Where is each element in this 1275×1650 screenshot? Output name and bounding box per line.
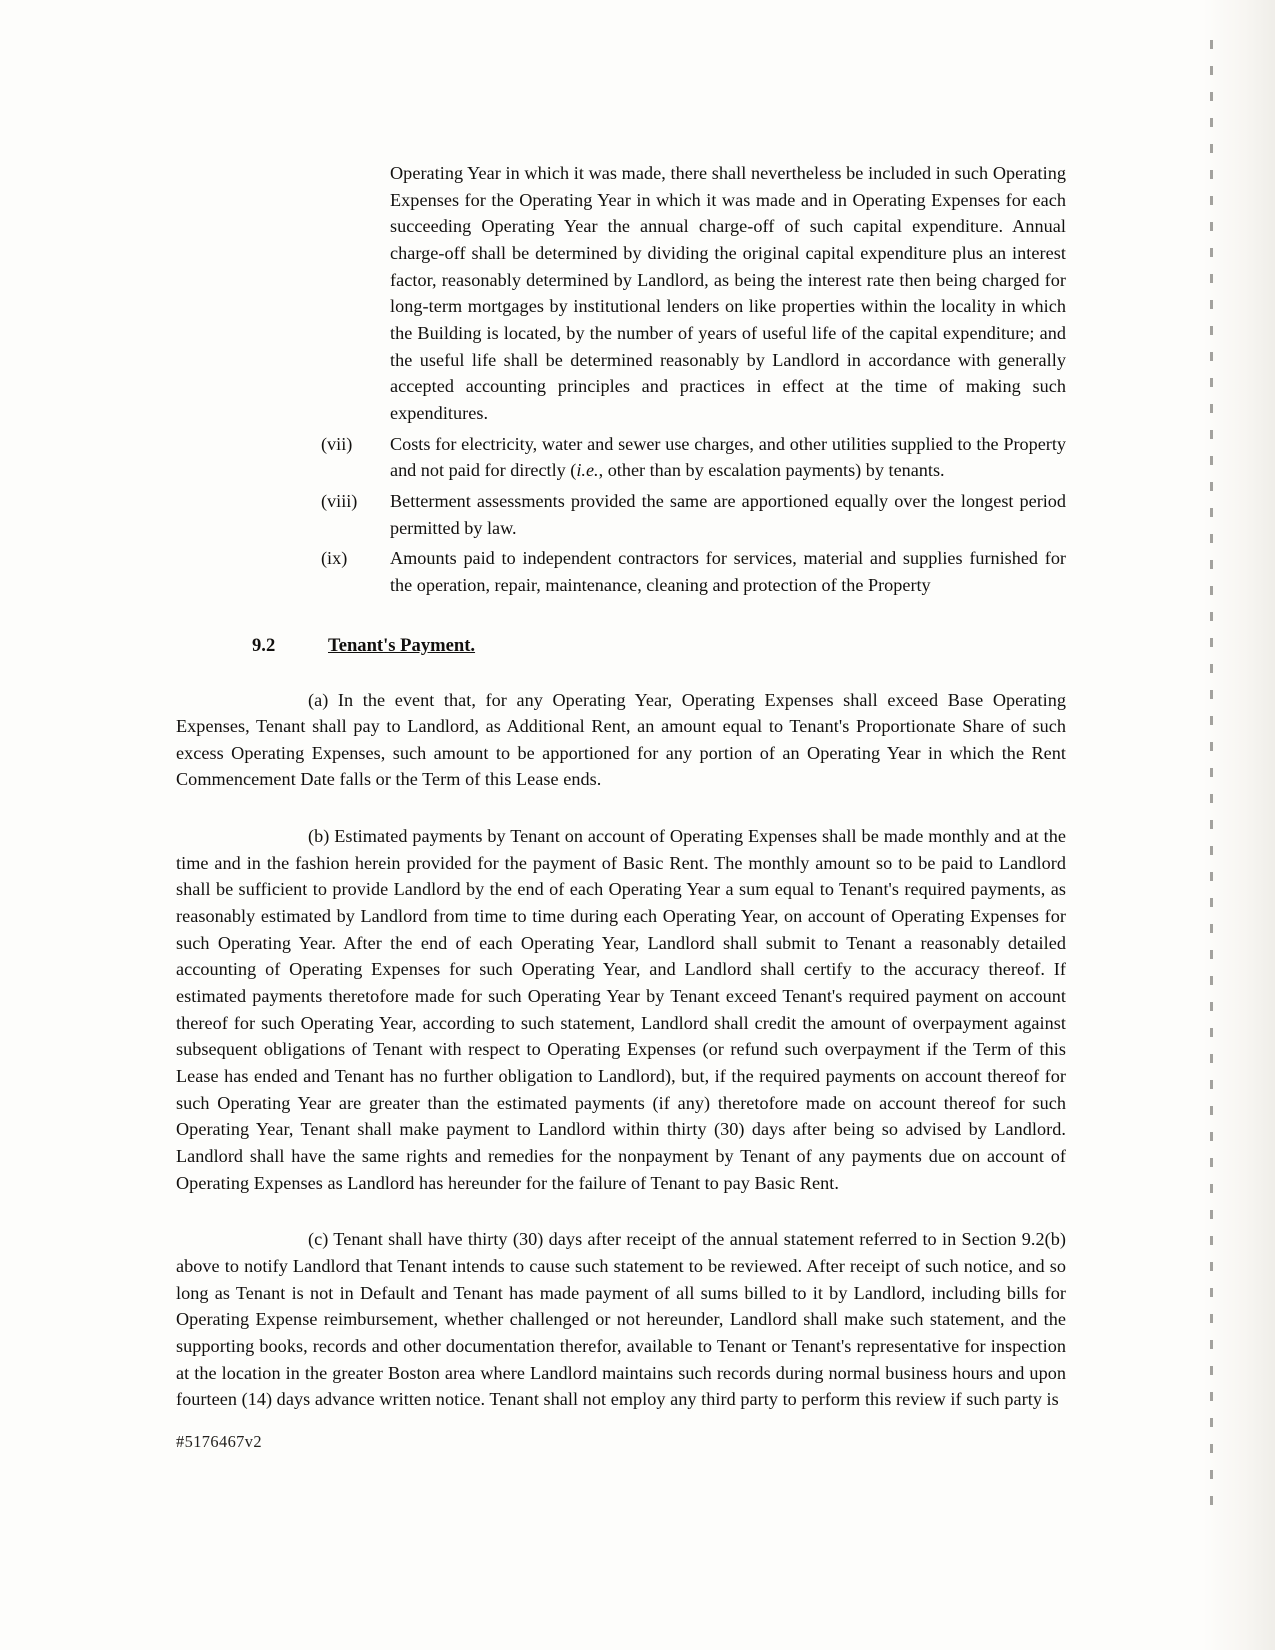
list-marker-viii: (viii) [321,490,358,511]
list-text-viii: Betterment assessments provided the same are apportioned equally over the longest period permitted by law. [390,490,1066,538]
list-text-ix: Amounts paid to independent contractors for services, material and supplies furnished for the operation, repair, maintenance, cleaning and protection of the Property [390,548,1066,595]
list-marker-vii: (vii) [321,433,353,454]
continuation-paragraph: Operating Year in which it was made, there shall nevertheless be included in such Operating Expenses for the Operating Year in which it was made and in Operating Expenses for each succeeding Operating Year the annual charge-off of such capital expenditure. Annual charge-off shall be determined by dividing the original capital expenditure plus an interest factor, reasonably determined by Landlord, as being the interest rate then being charged for long-term mortgages by institutional lenders on like properties within the locality in which the Building is located, by the number of years of useful life of the capital expenditure; and the useful life shall be determined reasonably by Landlord in accordance with generally accepted accounting principles and practices in effect at the time of making such expenditures. [390,163,1066,423]
paragraph-a: (a) In the event that, for any Operating Year, Operating Expenses shall exceed Base Operating Expenses, Tenant shall pay to Landlord, as Additional Rent, an amount equal to Tenant's Proportionate Share of such excess Operating Expenses, such amount to be apportioned for any portion of an Operating Year in which the Rent Commencement Date falls or the Term of this Lease ends. [176,689,1066,790]
scan-edge-shading [1203,0,1275,1650]
scan-dot-artifacts [1210,40,1213,1520]
list-item [321,545,1066,598]
section-heading [252,635,1066,657]
list-text-vii-part1: Costs for electricity, water and sewer use charges, and other utilities supplied to the Property and not paid for directly ( [390,433,1066,481]
list-item [321,488,1066,541]
section-title: Tenant's Payment. [328,634,476,656]
paragraph-b: (b) Estimated payments by Tenant on account of Operating Expenses shall be made monthly and at the time and in the fashion herein provided for the payment of Basic Rent. The monthly amount so to be paid to Landlord shall be sufficient to provide Landlord by the end of each Operating Year a sum equal to Tenant's required payments, as reasonably estimated by Landlord from time to time during each Operating Year, on account of Operating Expenses for such Operating Year. After the end of each Operating Year, Landlord shall submit to Tenant a reasonably detailed accounting of Operating Expenses for such Operating Year, and Landlord shall certify to the accuracy thereof. If estimated payments theretofore made for such Operating Year by Tenant exceed Tenant's required payment on account thereof for such Operating Year, according to such statement, Landlord shall credit the amount of overpayment against subsequent obligations of Tenant with respect to Operating Expenses (or refund such overpayment if the Term of this Lease has ended and Tenant has no further obligation to Landlord), but, if the required payments on account thereof for such Operating Year are greater than the estimated payments (if any) theretofore made on account thereof for such Operating Year, Tenant shall make payment to Landlord within thirty (30) days after being so advised by Landlord. Landlord shall have the same rights and remedies for the nonpayment by Tenant of any payments due on account of Operating Expenses as Landlord has hereunder for the failure of Tenant to pay Basic Rent. [176,826,1066,1193]
list-text-vii-italic: i.e. [576,460,599,481]
page-content [176,160,1066,1413]
list-marker-ix: (ix) [321,548,348,569]
section-number: 9.2 [252,634,276,656]
paragraph-c: (c) Tenant shall have thirty (30) days after receipt of the annual statement referred to in Section 9.2(b) above to notify Landlord that Tenant intends to cause such statement to be reviewed. After receipt of such notice, and so long as Tenant is not in Default and Tenant has made payment of all sums billed to it by Landlord, including bills for Operating Expense reimbursement, whether challenged or not hereunder, Landlord shall make such statement, and the supporting books, records and other documentation therefor, available to Tenant or Tenant's representative for inspection at the location in the greater Boston area where Landlord maintains such records during normal business hours and upon fourteen (14) days advance written notice. Tenant shall not employ any third party to perform this review if such party is [176,1229,1066,1410]
list-text-vii-part2: , other than by escalation payments) by tenants. [598,460,945,481]
list-text-vii [390,431,1066,484]
list-item [321,431,1066,484]
document-footer-id: #5176467v2 [176,1432,262,1451]
